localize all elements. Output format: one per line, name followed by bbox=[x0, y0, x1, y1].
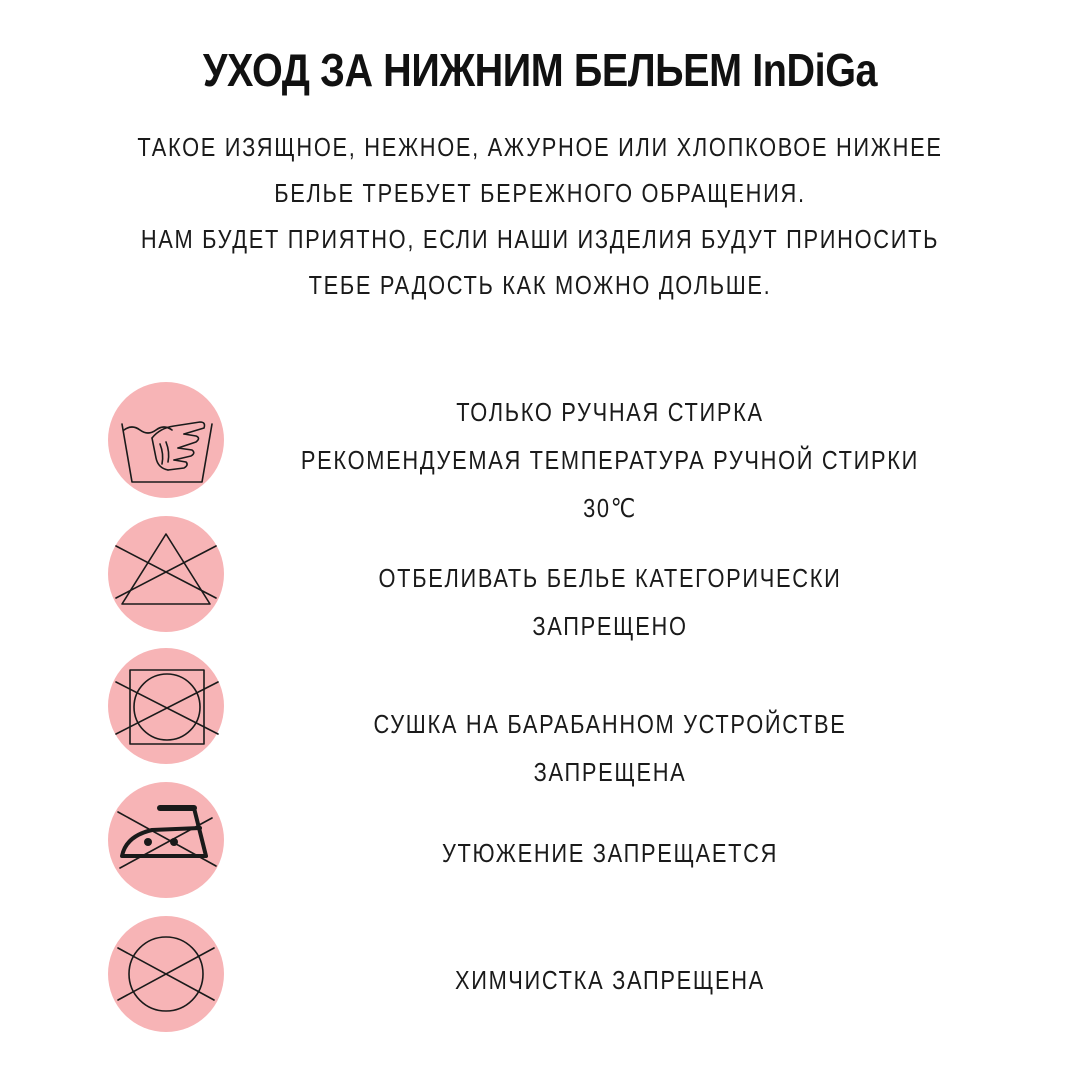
no-dry-clean-circle bbox=[108, 916, 224, 1032]
care-line: УТЮЖЕНИЕ ЗАПРЕЩАЕТСЯ bbox=[441, 838, 779, 868]
page-title: УХОД ЗА НИЖНИМ БЕЛЬЕМ InDiGa bbox=[202, 44, 878, 96]
no-dry-clean-icon bbox=[108, 916, 224, 1032]
intro-text bbox=[0, 124, 1080, 308]
intro-line: ТАКОЕ ИЗЯЩНОЕ, НЕЖНОЕ, АЖУРНОЕ ИЛИ ХЛОПКОВОЕ НИЖНЕЕ bbox=[137, 132, 943, 162]
no-iron-icon bbox=[108, 782, 224, 898]
no-bleach-circle bbox=[108, 516, 224, 632]
care-line: РЕКОМЕНДУЕМАЯ ТЕМПЕРАТУРА РУЧНОЙ СТИРКИ bbox=[300, 445, 920, 475]
no-tumble-dry-circle bbox=[108, 648, 224, 764]
intro-line: ТЕБЕ РАДОСТЬ КАК МОЖНО ДОЛЬШЕ. bbox=[308, 270, 772, 300]
care-line: СУШКА НА БАРАБАННОМ УСТРОЙСТВЕ bbox=[373, 709, 847, 739]
care-item-no-dry-clean bbox=[220, 955, 1000, 1005]
care-line: ТОЛЬКО РУЧНАЯ СТИРКА bbox=[456, 397, 764, 427]
care-line: ОТБЕЛИВАТЬ БЕЛЬЕ КАТЕГОРИЧЕСКИ bbox=[378, 563, 842, 593]
care-line: 30℃ bbox=[583, 493, 637, 523]
care-item-no-bleach bbox=[220, 554, 1000, 650]
no-tumble-dry-icon bbox=[108, 648, 224, 764]
intro-line: НАМ БУДЕТ ПРИЯТНО, ЕСЛИ НАШИ ИЗДЕЛИЯ БУДУТ ПРИНОСИТЬ bbox=[140, 224, 940, 254]
care-item-no-iron bbox=[220, 828, 1000, 878]
care-line: ЗАПРЕЩЕНА bbox=[533, 757, 687, 787]
no-iron-circle bbox=[108, 782, 224, 898]
intro-line: БЕЛЬЕ ТРЕБУЕТ БЕРЕЖНОГО ОБРАЩЕНИЯ. bbox=[274, 178, 806, 208]
hand-wash-circle bbox=[108, 382, 224, 498]
no-bleach-icon bbox=[108, 516, 224, 632]
care-line: ХИМЧИСТКА ЗАПРЕЩЕНА bbox=[455, 965, 765, 995]
care-item-hand-wash bbox=[220, 388, 1000, 532]
hand-wash-icon bbox=[108, 382, 224, 498]
care-line: ЗАПРЕЩЕНО bbox=[532, 611, 688, 641]
care-item-no-tumble-dry bbox=[220, 700, 1000, 796]
